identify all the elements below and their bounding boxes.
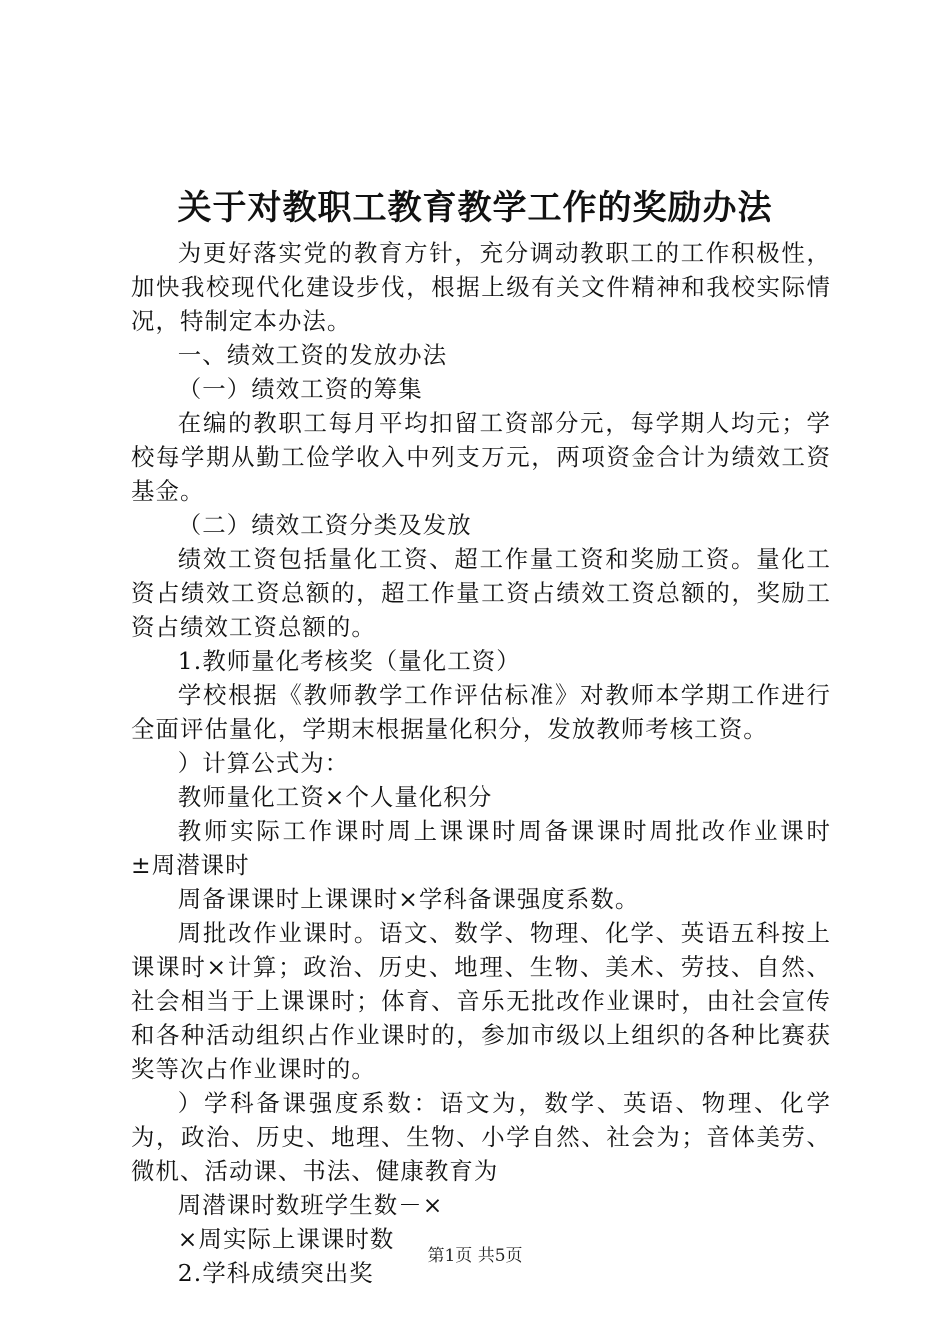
document-title: 关于对教职工教育教学工作的奖励办法 (177, 188, 773, 228)
paragraph-formula-4: 周潜课时数班学生数－× (177, 1191, 444, 1219)
heading-subsection-1: （一）绩效工资的筹集 (177, 375, 423, 403)
paragraph-evaluation: 学校根据《教师教学工作评估标准》对教师本学期工作进行全面评估量化，学期末根据量化积分，发放教师考核工资。 (131, 681, 831, 743)
heading-item-1: 1.教师量化考核奖（量化工资） (177, 647, 521, 675)
paragraph-formula-1: 教师量化工资×个人量化积分 (177, 783, 493, 811)
heading-subsection-2: （二）绩效工资分类及发放 (177, 511, 472, 539)
paragraph-intensity-coefficient: ）学科备课强度系数：语文为，数学、英语、物理、化学为，政治、历史、地理、生物、小学自然、社会为；音体美劳、微机、活动课、书法、健康教育为 (131, 1089, 831, 1185)
paragraph-intro: 为更好落实党的教育方针，充分调动教职工的工作积极性，加快我校现代化建设步伐，根据上级有关文件精神和我校实际情况，特制定本办法。 (131, 239, 831, 335)
heading-item-2: 2.学科成绩突出奖 (177, 1259, 374, 1287)
paragraph-salary-categories: 绩效工资包括量化工资、超工作量工资和奖励工资。量化工资占绩效工资总额的，超工作量工资占绩效工资总额的，奖励工资占绩效工资总额的。 (131, 545, 831, 641)
paragraph-fund-raising: 在编的教职工每月平均扣留工资部分元，每学期人均元；学校每学期从勤工俭学收入中列支万元，两项资金合计为绩效工资基金。 (131, 409, 831, 505)
paragraph-homework-hours: 周批改作业课时。语文、数学、物理、化学、英语五科按上课课时×计算；政治、历史、地理、生物、美术、劳技、自然、社会相当于上课课时；体育、音乐无批改作业课时，由社会宣传和各种活动组织占作业课时的，参加市级以上组织的各种比赛获奖等次占作业课时的。 (131, 919, 831, 1083)
paragraph-formula-2: 教师实际工作课时周上课课时周备课课时周批改作业课时±周潜课时 (131, 817, 831, 879)
paragraph-formula-5: ×周实际上课课时数 (177, 1225, 395, 1253)
document-body (131, 236, 831, 1290)
paragraph-formula-3: 周备课课时上课课时×学科备课强度系数。 (177, 885, 640, 913)
paragraph-formula-label: ）计算公式为： (177, 749, 350, 777)
heading-section-1: 一、绩效工资的发放办法 (177, 341, 448, 369)
page-number-footer: 第1页 共5页 (427, 1246, 523, 1266)
